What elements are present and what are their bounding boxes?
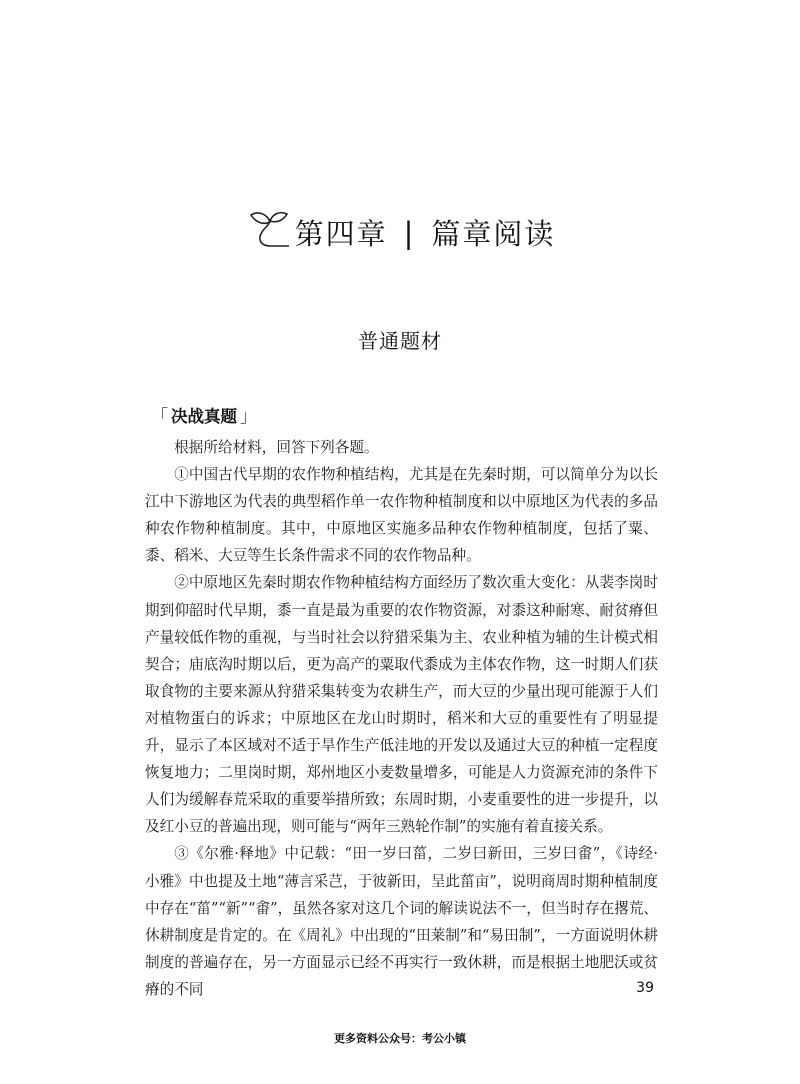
passage-paragraph-1: ①中国古代早期的农作物种植结构，尤其是在先秦时期，可以简单分为以长江中下游地区为代表的典型稻作单一农作物种植制度和以中原地区为代表的多品种农作物种植制度。其中，中原地区实施多品种农作物种植制度，包括了粟、黍、稻米、大豆等生长条件需求不同的农作物品种。	[145, 466, 658, 565]
instruction-paragraph: 根据所给材料，回答下列各题。	[174, 439, 379, 456]
exam-box-label: 决战真题	[171, 406, 237, 426]
exam-box-title	[148, 402, 260, 427]
chapter-number: 第四章	[294, 217, 388, 251]
footer-note: 更多资料公众号：考公小镇	[334, 1032, 466, 1045]
chapter-separator: |	[403, 215, 416, 250]
section-title: 普通题材	[358, 329, 442, 353]
open-bracket: 「	[151, 407, 168, 427]
close-bracket: 」	[240, 407, 257, 427]
passage-paragraph-2: ②中原地区先秦时期农作物种植结构方面经历了数次重大变化：从裴李岗时期到仰韶时代早期，黍一直是最为重要的农作物资源，对黍这种耐寒、耐贫瘠但产量较低作物的重视，与当时社会以狩猎采集为主、农业种植为辅的生计模式相契合；庙底沟时期以后，更为高产的粟取代黍成为主体农作物，这一时期人们获取食物的主要来源从狩猎采集转变为农耕生产，而大豆的少量出现可能源于人们对植物蛋白的诉求；中原地区在龙山时期时，稻米和大豆的重要性有了明显提升，显示了本区域对不适于旱作生产低洼地的开发以及通过大豆的种植一定程度恢复地力；二里岗时期，郑州地区小麦数量增多，可能是人力资源充沛的条件下人们为缓解春荒采取的重要举措所致；东周时期，小麦重要性的进一步提升，以及红小豆的普遍出现，则可能与“两年三熟轮作制”的实施有着直接关系。	[145, 574, 658, 836]
passage-body	[145, 434, 658, 1003]
chapter-title: 篇章阅读	[431, 217, 556, 251]
page-number: 39	[636, 980, 654, 996]
passage-paragraph-3: ③《尔雅·释地》中记载：“田一岁曰菑，二岁曰新田，三岁曰畬”，《诗经·小雅》中也提及土地“薄言采芑，于彼新田，呈此菑亩”，说明商周时期种植制度中存在“菑”“新”“畬”，虽然各家对这几个词的解读说法不一，但当时存在撂荒、休耕制度是肯定的。在《周礼》中出现的“田莱制”和“易田制”，一方面说明休耕制度的普遍存在，另一方面显示已经不再实行一致休耕，而是根据土地肥沃或贫瘠的不同	[145, 845, 658, 998]
chapter-heading	[0, 212, 800, 253]
sprout-icon	[245, 210, 291, 250]
